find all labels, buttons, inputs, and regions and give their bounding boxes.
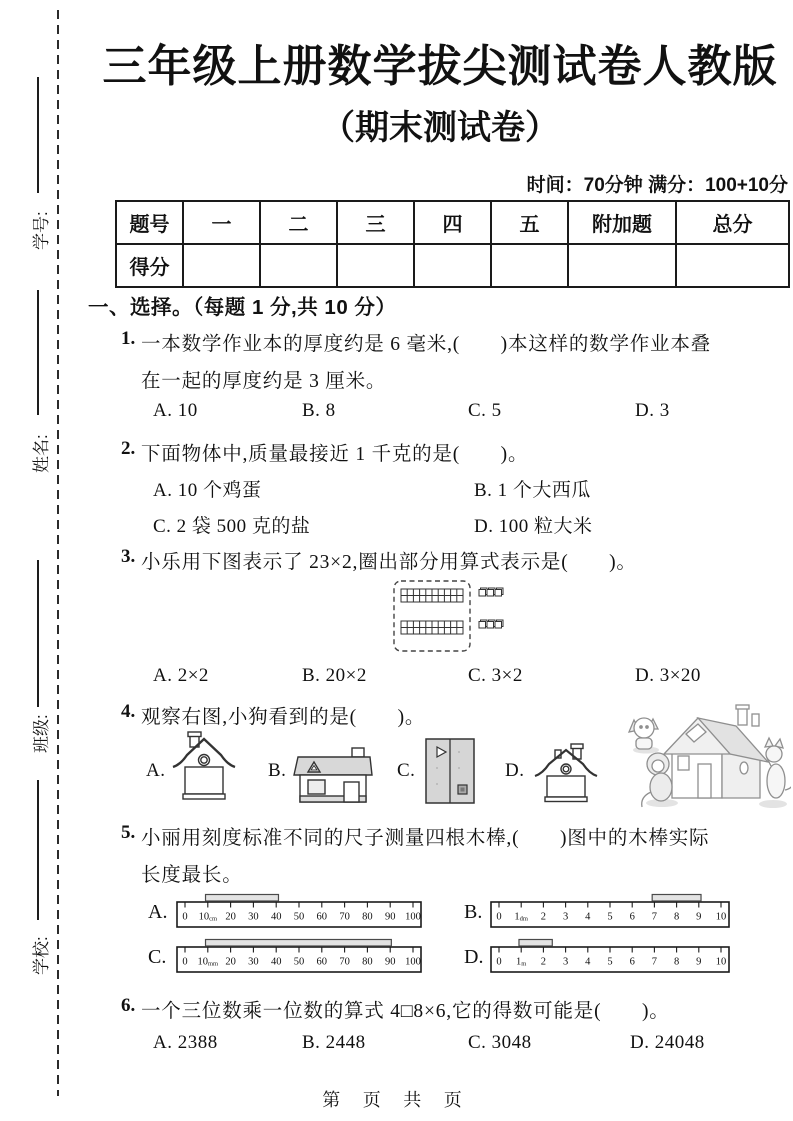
svg-text:30: 30 [248,956,259,968]
header-question-no: 题号 [116,201,183,244]
house-front-option-a [170,730,238,804]
q6-option-b: B. 2448 [302,1032,366,1053]
score-cell [337,244,414,287]
svg-text:4: 4 [585,956,591,968]
score-row-label: 得分 [116,244,183,287]
name-blank-line [37,290,39,415]
q3-option-d: D. 3×20 [635,665,701,686]
score-cell [676,244,789,287]
score-cell [568,244,676,287]
svg-text:9: 9 [696,911,702,923]
page-title: 三年级上册数学拔尖测试卷人教版 [102,42,778,91]
svg-text:50: 50 [293,956,305,968]
q2-text: 下面物体中,质量最接近 1 千克的是( )。 [141,444,529,465]
svg-text:6: 6 [629,956,635,968]
ruler-b-label: B. [464,901,483,923]
svg-text:4: 4 [585,911,591,923]
base-ten-blocks-figure [393,580,511,652]
q1-text-line2: 在一起的厚度约是 3 厘米。 [141,371,387,392]
house-back-option-c [425,738,475,804]
svg-text:0: 0 [182,911,188,923]
header-bonus: 附加题 [568,201,676,244]
svg-text:1m: 1m [516,956,527,968]
q3-text: 小乐用下图表示了 23×2,圈出部分用算式表示是( )。 [141,552,637,573]
svg-text:20: 20 [225,911,236,923]
header-part-5: 五 [491,201,568,244]
ruler-b-figure [490,892,730,928]
q2-option-a: A. 10 个鸡蛋 [153,480,262,501]
score-table-header-row [116,201,789,244]
q6-option-d: D. 24048 [630,1032,705,1053]
svg-text:100: 100 [405,911,421,923]
q1-text-line1: 一本数学作业本的厚度约是 6 毫米,( )本这样的数学作业本叠 [141,334,711,355]
svg-text:2: 2 [540,956,547,968]
q4-number: 4. [121,701,136,722]
header-part-4: 四 [414,201,491,244]
time-score-info: 时间：70分钟 满分：100+10分 [526,175,788,196]
q1-option-c: C. 5 [468,400,502,421]
score-cell [260,244,337,287]
svg-text:2: 2 [540,911,547,923]
q5-text-line1: 小丽用刻度标准不同的尺子测量四根木棒,( )图中的木棒实际 [141,828,710,849]
q6-number: 6. [121,995,136,1016]
svg-text:5: 5 [607,956,613,968]
svg-text:40: 40 [270,911,282,923]
class-label: 班级: [32,714,51,753]
svg-text:0: 0 [182,956,188,968]
house-front-option-d [533,742,599,804]
svg-text:70: 70 [339,911,350,923]
margin-dashed-rule [57,10,59,1096]
svg-text:3: 3 [562,911,569,923]
score-table-score-row [116,244,789,287]
svg-text:6: 6 [629,911,635,923]
section-1-heading: 一、选择。（每题 1 分,共 10 分） [88,296,397,319]
svg-text:7: 7 [651,911,658,923]
score-cell [491,244,568,287]
svg-text:8: 8 [673,956,680,968]
student-id-label: 学号: [32,211,51,250]
svg-text:90: 90 [384,956,396,968]
q6-option-a: A. 2388 [153,1032,218,1053]
svg-text:70: 70 [339,956,350,968]
q4-label-d: D. [505,760,525,781]
header-part-1: 一 [183,201,260,244]
q6-text: 一个三位数乘一位数的算式 4□8×6,它的得数可能是( )。 [141,1001,670,1022]
svg-text:7: 7 [651,956,658,968]
house-scene-illustration [626,698,791,810]
svg-text:8: 8 [673,911,680,923]
q3-option-c: C. 3×2 [468,665,523,686]
header-total: 总分 [676,201,789,244]
q4-label-c: C. [397,760,416,781]
q3-option-b: B. 20×2 [302,665,367,686]
svg-text:100: 100 [405,956,421,968]
ruler-d-figure [490,937,730,973]
svg-text:50: 50 [293,911,305,923]
class-blank-line [37,560,39,707]
svg-text:90: 90 [384,911,396,923]
q1-option-b: B. 8 [302,400,336,421]
svg-text:80: 80 [362,911,373,923]
svg-text:40: 40 [270,956,282,968]
svg-text:3: 3 [562,956,569,968]
school-blank-line [37,780,39,920]
svg-text:30: 30 [248,911,259,923]
svg-text:80: 80 [362,956,373,968]
svg-text:0: 0 [496,911,502,923]
q1-option-a: A. 10 [153,400,198,421]
q6-option-c: C. 3048 [468,1032,532,1053]
ruler-a-figure [176,892,422,928]
q3-option-a: A. 2×2 [153,665,209,686]
svg-text:10: 10 [715,956,727,968]
score-cell [414,244,491,287]
q1-option-d: D. 3 [635,400,670,421]
svg-text:10mm: 10mm [197,956,219,968]
student-id-blank-line [37,77,39,193]
header-part-2: 二 [260,201,337,244]
ruler-a-label: A. [148,901,168,923]
score-cell [183,244,260,287]
ruler-c-label: C. [148,946,167,968]
q3-number: 3. [121,546,136,567]
house-side-option-b [292,744,374,806]
page-footer: 第 页 共 页 [322,1090,471,1110]
svg-text:10: 10 [715,911,727,923]
q2-option-d: D. 100 粒大米 [474,516,593,537]
score-table [115,200,790,288]
q1-number: 1. [121,328,136,349]
q4-label-a: A. [146,760,166,781]
svg-text:0: 0 [496,956,502,968]
name-label: 姓名: [32,434,51,473]
school-label: 学校: [32,936,51,975]
q5-number: 5. [121,822,136,843]
q4-label-b: B. [268,760,287,781]
svg-text:60: 60 [316,956,328,968]
q2-option-b: B. 1 个大西瓜 [474,480,591,501]
svg-text:60: 60 [316,911,328,923]
q4-text: 观察右图,小狗看到的是( )。 [141,707,426,728]
q2-number: 2. [121,438,136,459]
svg-text:1dm: 1dm [514,911,528,923]
ruler-c-figure [176,937,422,973]
svg-text:20: 20 [225,956,236,968]
q2-option-c: C. 2 袋 500 克的盐 [153,516,311,537]
svg-text:9: 9 [696,956,702,968]
ruler-d-label: D. [464,946,484,968]
page-subtitle: （期末测试卷） [321,109,559,147]
q5-text-line2: 长度最长。 [141,865,243,886]
svg-text:10cm: 10cm [198,911,218,923]
header-part-3: 三 [337,201,414,244]
svg-text:5: 5 [607,911,613,923]
